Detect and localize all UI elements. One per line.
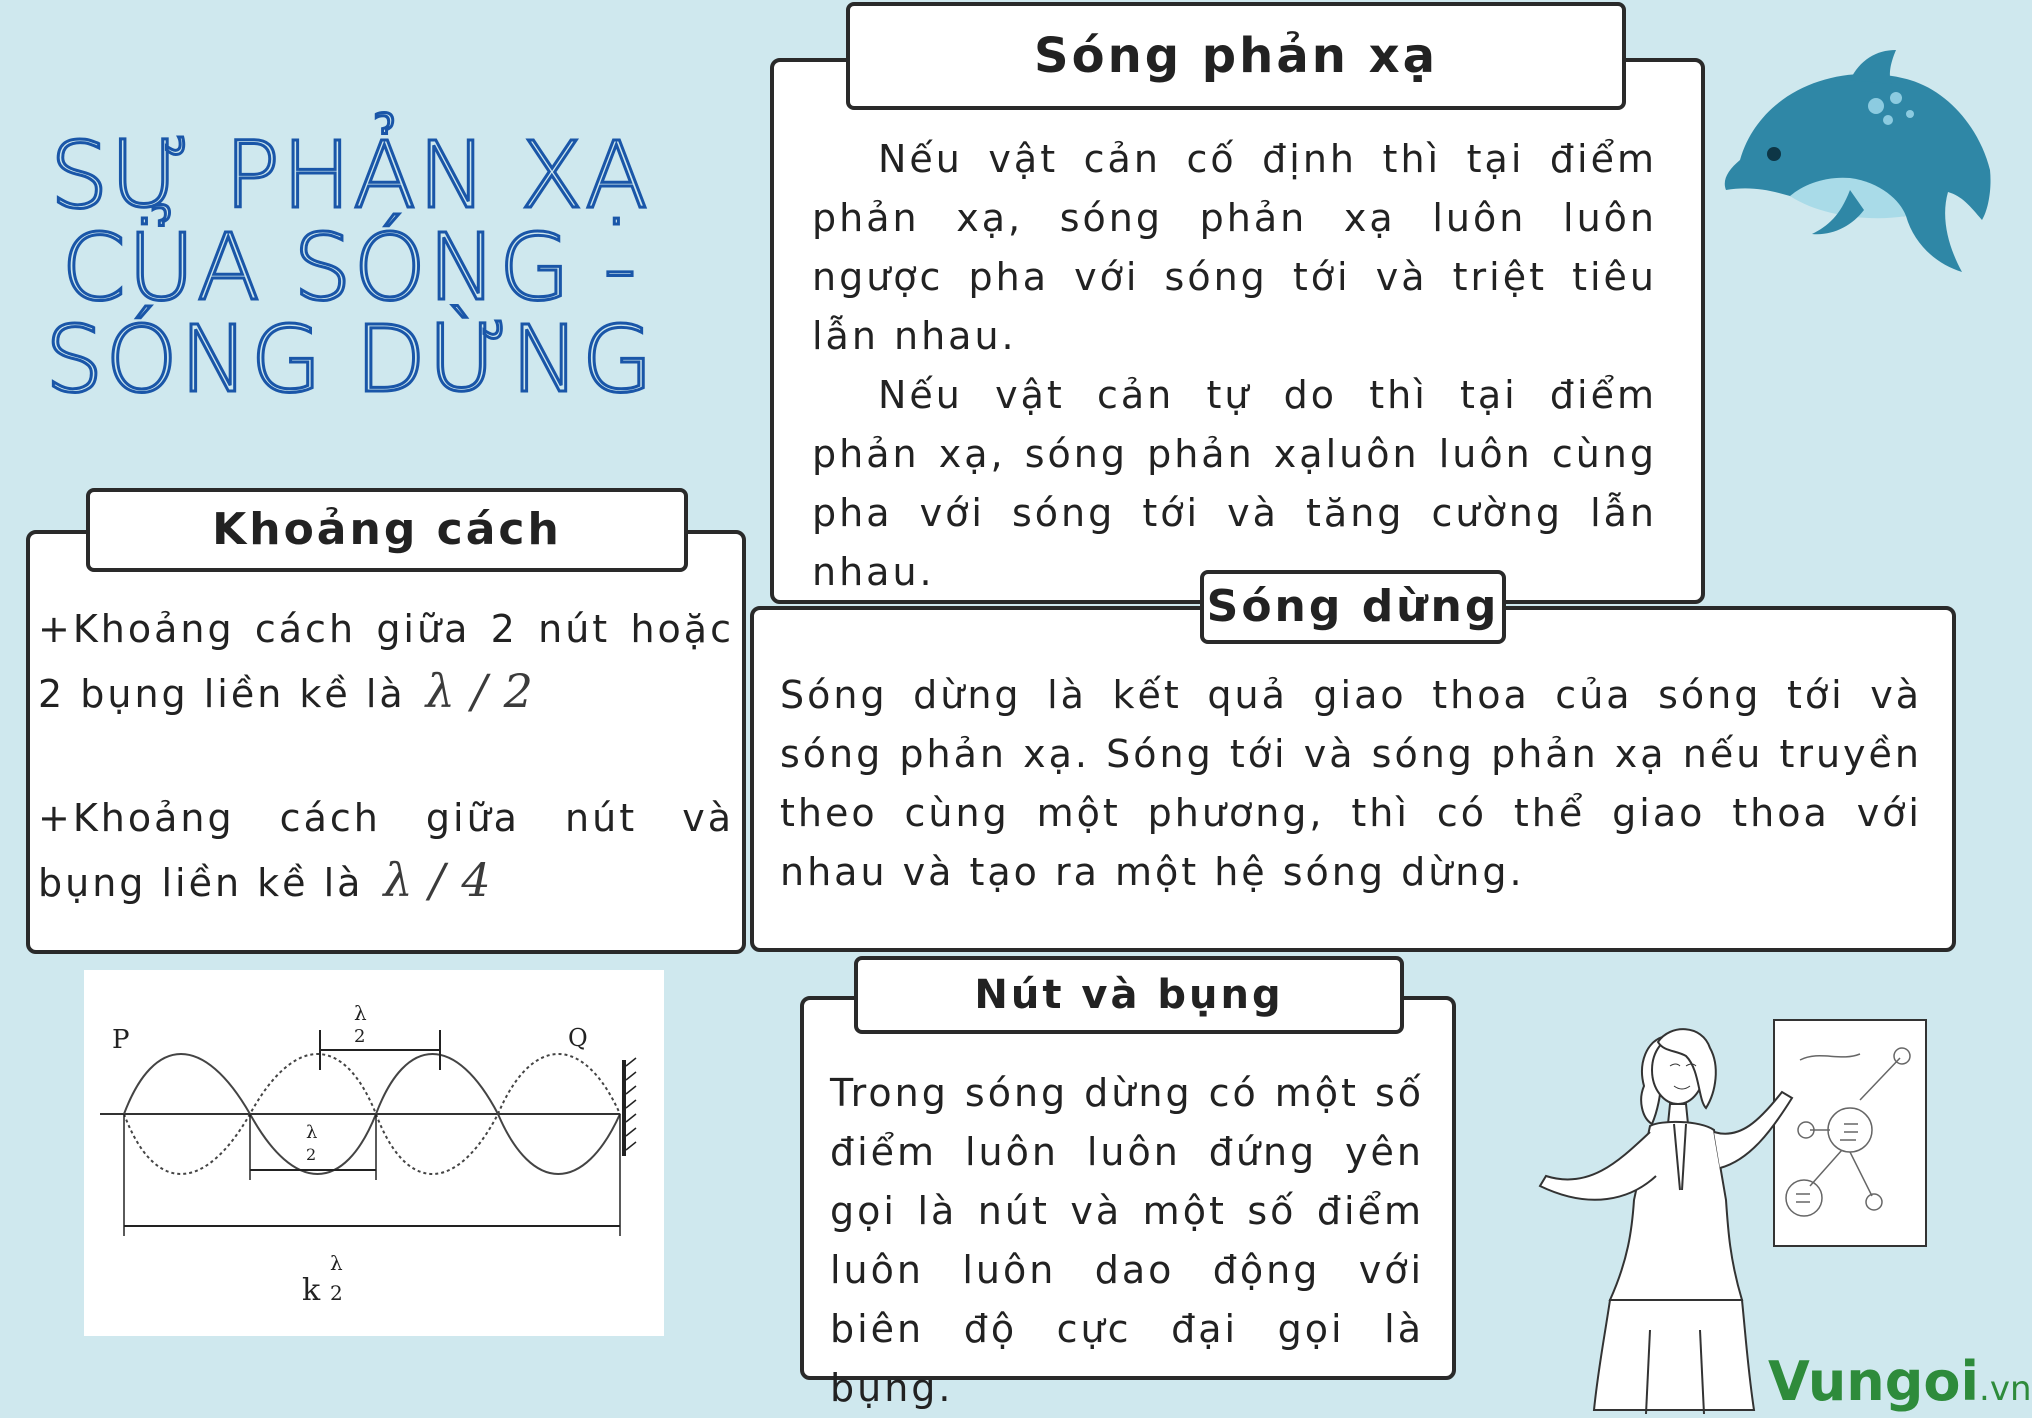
label-p: P bbox=[112, 1025, 130, 1055]
label-k: k bbox=[302, 1273, 321, 1308]
standing-wave-text: Sóng dừng là kết quả giao thoa của sóng tới và sóng phản xạ. Sóng tới và sóng phản xạ nếu truyền theo cùng một phương, thì có thể giao thoa với nhau và tạo ra một hệ sóng dừng. bbox=[780, 673, 1922, 894]
lambda-half-formula: λ / 2 bbox=[425, 664, 534, 718]
label-two-top: 2 bbox=[354, 1026, 366, 1047]
distance-text bbox=[38, 598, 734, 914]
label-two-mid: 2 bbox=[306, 1145, 317, 1164]
distance-item-1 bbox=[38, 598, 734, 725]
label-lambda-mid: λ bbox=[306, 1122, 318, 1143]
distance-item-2 bbox=[38, 787, 734, 914]
label-two-bottom: 2 bbox=[330, 1281, 343, 1305]
reflected-wave-heading: Sóng phản xạ bbox=[846, 2, 1626, 110]
standing-wave-diagram bbox=[84, 970, 664, 1336]
label-lambda-top: λ bbox=[354, 1001, 367, 1025]
lambda-quarter-formula: λ / 4 bbox=[383, 853, 492, 907]
spacer bbox=[38, 725, 734, 787]
reflected-wave-para-2: Nếu vật cản tự do thì tại điểm phản xạ, sóng phản xạluôn luôn cùng pha với sóng tới và tăng cường lẫn nhau. bbox=[812, 373, 1657, 594]
reflected-wave-para-1: Nếu vật cản cố định thì tại điểm phản xạ, sóng phản xạ luôn luôn ngược pha với sóng tới và triệt tiêu lẫn nhau. bbox=[812, 137, 1657, 358]
nodes-antinodes-heading: Nút và bụng bbox=[854, 956, 1404, 1034]
label-lambda-bottom: λ bbox=[330, 1251, 343, 1275]
dolphin-icon bbox=[1700, 20, 2000, 280]
reflected-wave-text bbox=[812, 130, 1657, 602]
distance-item-1-text: +Khoảng cách giữa 2 nút hoặc 2 bụng liền kề là bbox=[38, 607, 734, 716]
page-title: SỰ PHẢN XẠ CỦA SÓNG - SÓNG DỪNG bbox=[45, 122, 655, 413]
nodes-antinodes-text: Trong sóng dừng có một số điểm luôn luôn đứng yên gọi là nút và một số điểm luôn luôn dao động với biên độ cực đại gọi là bụng. bbox=[830, 1071, 1424, 1410]
logo-tld: .vn bbox=[1979, 1369, 2032, 1409]
standing-wave-heading: Sóng dừng bbox=[1200, 570, 1506, 644]
distance-heading: Khoảng cách bbox=[86, 488, 688, 572]
distance-item-2-text: +Khoảng cách giữa nút và bụng liền kề là bbox=[38, 796, 734, 905]
logo-name: Vungoi bbox=[1768, 1350, 1980, 1413]
label-q: Q bbox=[568, 1024, 588, 1052]
vungoi-logo bbox=[1768, 1350, 2032, 1413]
